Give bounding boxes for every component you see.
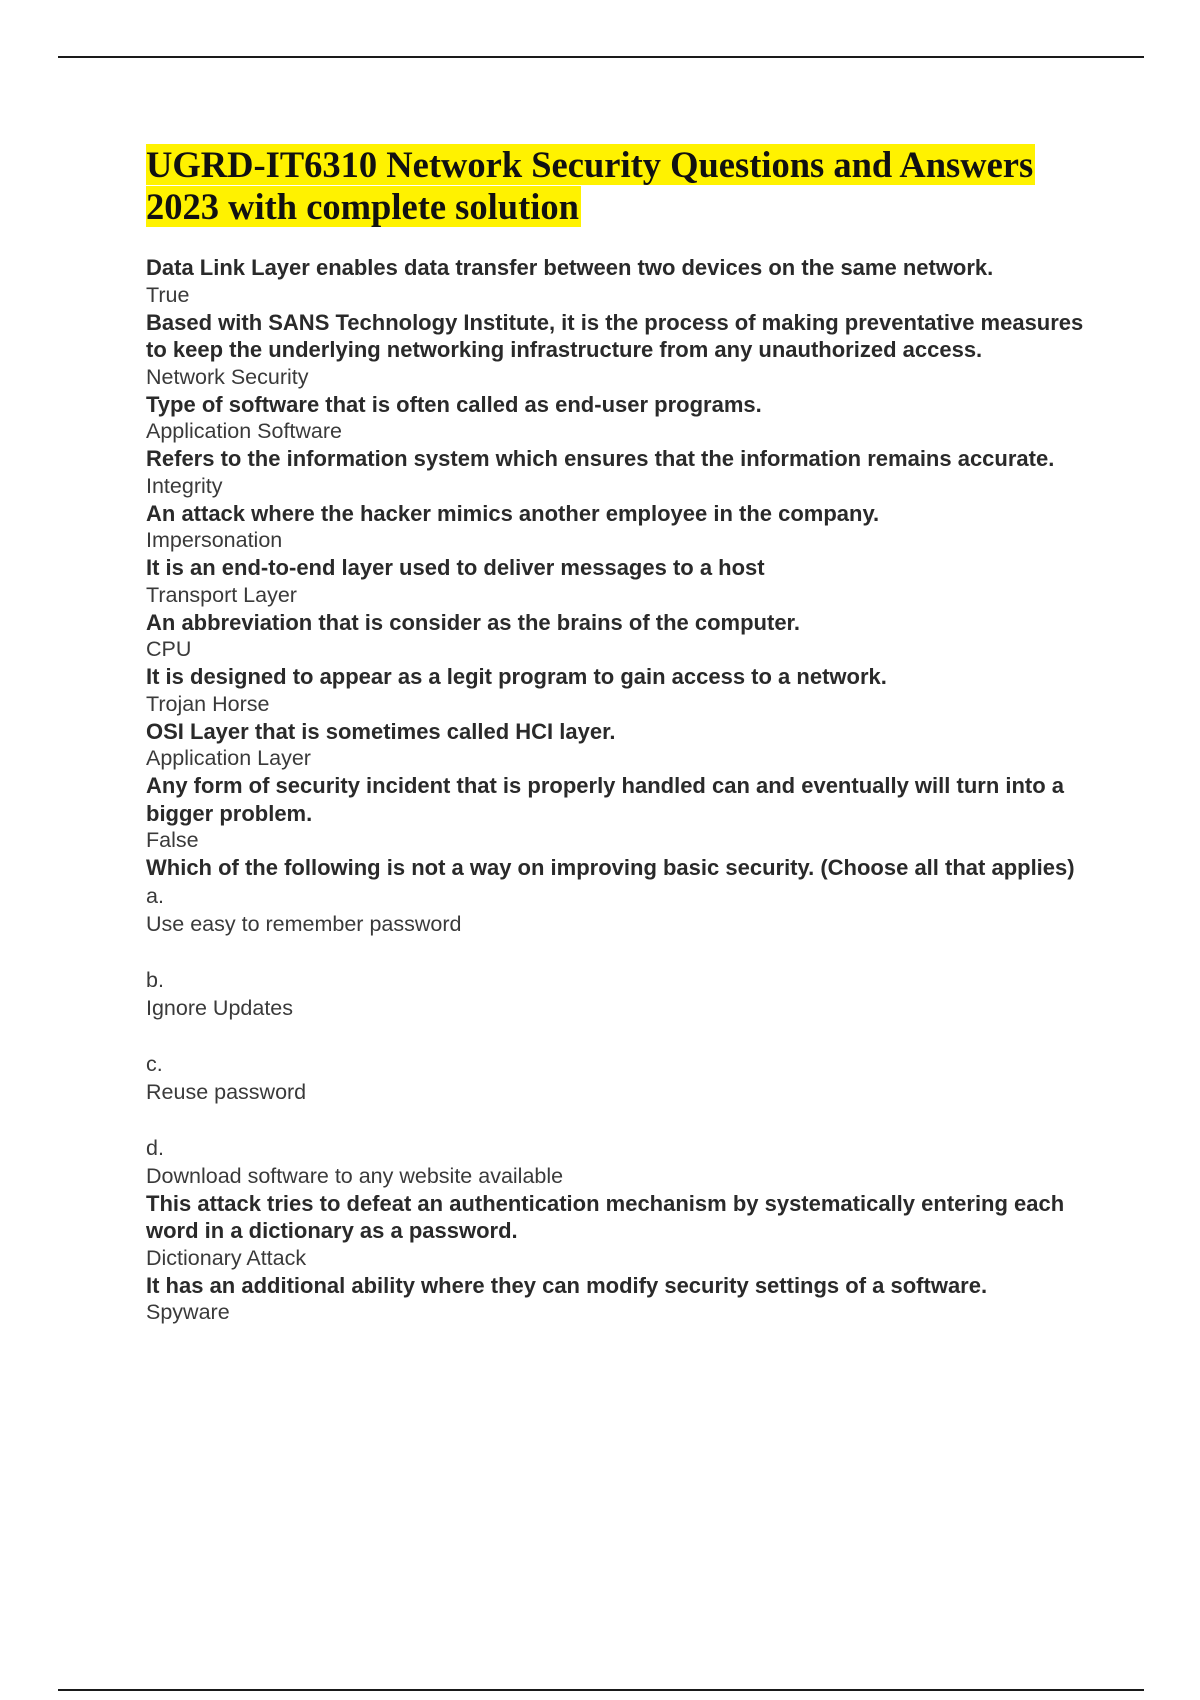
option-spacer [146, 1106, 1096, 1134]
option-spacer [146, 1022, 1096, 1050]
question: An abbreviation that is consider as the brains of the computer. [146, 609, 801, 635]
option-letter: a. [146, 883, 164, 908]
document-title [146, 144, 1096, 228]
answer: Transport Layer [146, 582, 297, 607]
option-letter: c. [146, 1051, 163, 1076]
option-letter: d. [146, 1135, 164, 1160]
answer: Impersonation [146, 528, 283, 552]
answer: Application Layer [146, 746, 311, 770]
answer: Application Software [146, 419, 342, 443]
option-letter: b. [146, 967, 164, 992]
document-body [146, 144, 1096, 1326]
option-text: Ignore Updates [146, 995, 294, 1020]
header-rule [58, 56, 1144, 58]
question: Refers to the information system which ensures that the information remains accurate. [146, 446, 1055, 471]
question: An attack where the hacker mimics another employee in the company. [146, 500, 880, 526]
multiple-choice-block [146, 854, 1096, 1190]
question: Which of the following is not a way on improving basic security. (Choose all that applies) [146, 855, 1075, 880]
question: Data Link Layer enables data transfer between two devices on the same network. [146, 255, 994, 280]
answer: Dictionary Attack [146, 1245, 307, 1270]
question: It is an end-to-end layer used to deliver messages to a host [146, 555, 765, 580]
answer: Trojan Horse [146, 691, 270, 716]
question: It has an additional ability where they can modify security settings of a software. [146, 1272, 988, 1298]
question: Any form of security incident that is properly handled can and eventually will turn into a bigger problem. [146, 773, 1065, 826]
question: Type of software that is often called as end-user programs. [146, 391, 762, 417]
question: OSI Layer that is sometimes called HCI layer. [146, 718, 616, 744]
qa-list-continued [146, 1190, 1096, 1327]
option-text: Reuse password [146, 1079, 307, 1104]
question: Based with SANS Technology Institute, it is the process of making preventative measures to keep the underlying networking infrastructure from any unauthorized access. [146, 309, 1084, 362]
answer: Integrity [146, 473, 223, 498]
answer: Network Security [146, 364, 309, 389]
footer-rule [58, 1689, 1144, 1691]
title-highlight: UGRD-IT6310 Network Security Questions and Answers 2023 with complete solution [146, 144, 1034, 227]
option-text: Download software to any website available [146, 1163, 564, 1188]
answer: False [146, 828, 199, 852]
question: It is designed to appear as a legit program to gain access to a network. [146, 664, 887, 689]
qa-list [146, 254, 1096, 854]
option-text: Use easy to remember password [146, 911, 462, 936]
question: This attack tries to defeat an authentication mechanism by systematically entering each word in a dictionary as a password. [146, 1190, 1065, 1243]
answer: Spyware [146, 1300, 230, 1324]
answer: CPU [146, 637, 192, 661]
answer: True [146, 282, 190, 307]
option-spacer [146, 938, 1096, 966]
